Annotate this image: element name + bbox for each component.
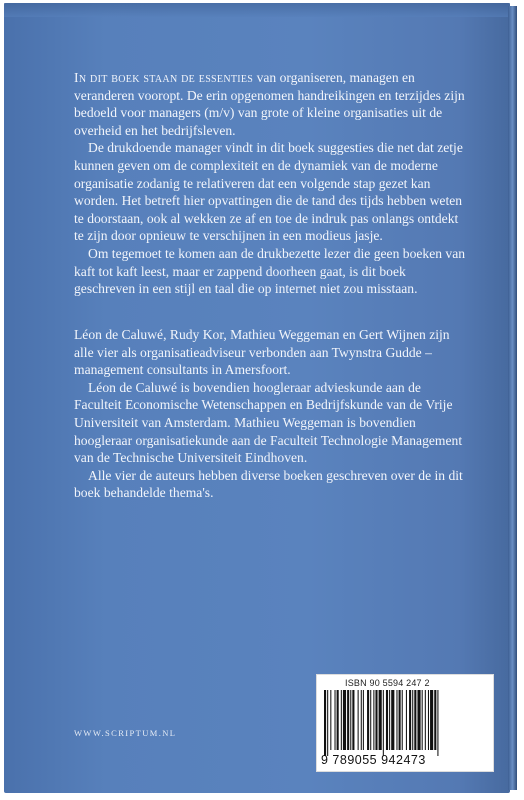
barcode-bar [399, 690, 401, 750]
blurb-lead-in: In dit boek staan de essenties [74, 70, 254, 85]
blurb-section-description [74, 69, 469, 298]
barcode-bar [428, 690, 429, 750]
barcode-bar [341, 690, 342, 750]
barcode-bar [402, 690, 403, 750]
barcode-bar [396, 690, 397, 750]
barcode-bar [391, 690, 394, 750]
barcode-bar [358, 690, 359, 750]
blurb-paragraph: Léon de Caluwé is bovendien hoogleraar advieskunde aan de Faculteit Economische Wetenschappen en Bedrijfskunde van de Vrije Universiteit van Amsterdam. Mathieu Weggeman is bovendien hoogleraar organisatiekunde aan de Faculteit Technologie Management van de Technische Universiteit Eindhoven. [74, 379, 463, 466]
barcode-bar [327, 690, 328, 756]
barcode-bar [335, 690, 336, 750]
blurb-paragraph: In dit boek staan de essenties van organiseren, managen en veranderen vooropt. De erin opgenomen handreikingen en terzijdes zijn bedoeld voor managers (m/v) van grote of kleine organisaties uit de overheid en het bedrijfsleven. [74, 70, 465, 138]
barcode-bar [337, 690, 339, 750]
barcode-bar [375, 690, 377, 750]
barcode-bar [350, 690, 351, 750]
blurb-paragraph: Alle vier de auteurs hebben diverse boeken geschreven over de in dit boek behandelde thema's. [74, 467, 463, 501]
barcode-bar [383, 690, 384, 756]
isbn-label: ISBN 90 5594 247 2 [345, 678, 430, 688]
cover-top-shade [4, 3, 510, 17]
barcode-bar [422, 690, 423, 750]
barcode-bar [425, 690, 426, 750]
barcode-bar [434, 690, 436, 750]
blurb-paragraph: Léon de Caluwé, Rudy Kor, Mathieu Weggeman en Gert Wijnen zijn alle vier als organisatieadviseur verbonden aan Twynstra Gudde – management consultants in Amersfoort. [74, 327, 450, 378]
barcode-bar [347, 690, 349, 750]
blurb-section-authors [74, 326, 469, 502]
barcode-bar [330, 690, 331, 750]
barcode-bar [412, 690, 413, 750]
barcode-bar [430, 690, 433, 750]
blurb-paragraph: Om tegemoet te komen aan de drukbezette lezer die geen boeken van kaft tot kaft leest, maar er zappend doorheen gaat, is dit boek geschreven in een stijl en taal die op internet niet zou misstaan. [74, 245, 466, 297]
barcode-bar [370, 690, 371, 750]
barcode-bar [379, 690, 382, 750]
barcode-bar [414, 690, 416, 750]
barcode-bar [409, 690, 411, 750]
barcode-bar [417, 690, 420, 750]
barcode-bar [406, 690, 407, 750]
barcode-bar [343, 690, 346, 750]
barcode-bar [324, 690, 326, 756]
barcode-bar [367, 690, 369, 750]
blurb-paragraph: De drukdoende manager vindt in dit boek suggesties die net dat zetje kunnen geven om de complexiteit en de dynamiek van de moderne organisatie zodanig te relativeren dat een volgende stap gezet kan worden. Het betreft hier opvattingen die de tand des tijds hebben weten te doorstaan, ook al wekken ze af en toe de indruk pas onlangs ontdekt te zijn door opnieuw te verschijnen in een modieus jasje. [74, 140, 463, 244]
barcode-number: 9 789055 942473 [321, 753, 426, 767]
publisher-website: WWW.SCRIPTUM.NL [74, 728, 177, 738]
barcode-bar [352, 690, 354, 750]
barcode-bar [373, 690, 374, 750]
barcode-bar [361, 690, 362, 750]
barcode-image [324, 690, 486, 756]
barcode-bar [437, 690, 438, 756]
barcode-bar [363, 690, 364, 750]
barcode-bar [389, 690, 390, 750]
barcode-bar [386, 690, 388, 750]
book-spine-edge [508, 6, 517, 790]
